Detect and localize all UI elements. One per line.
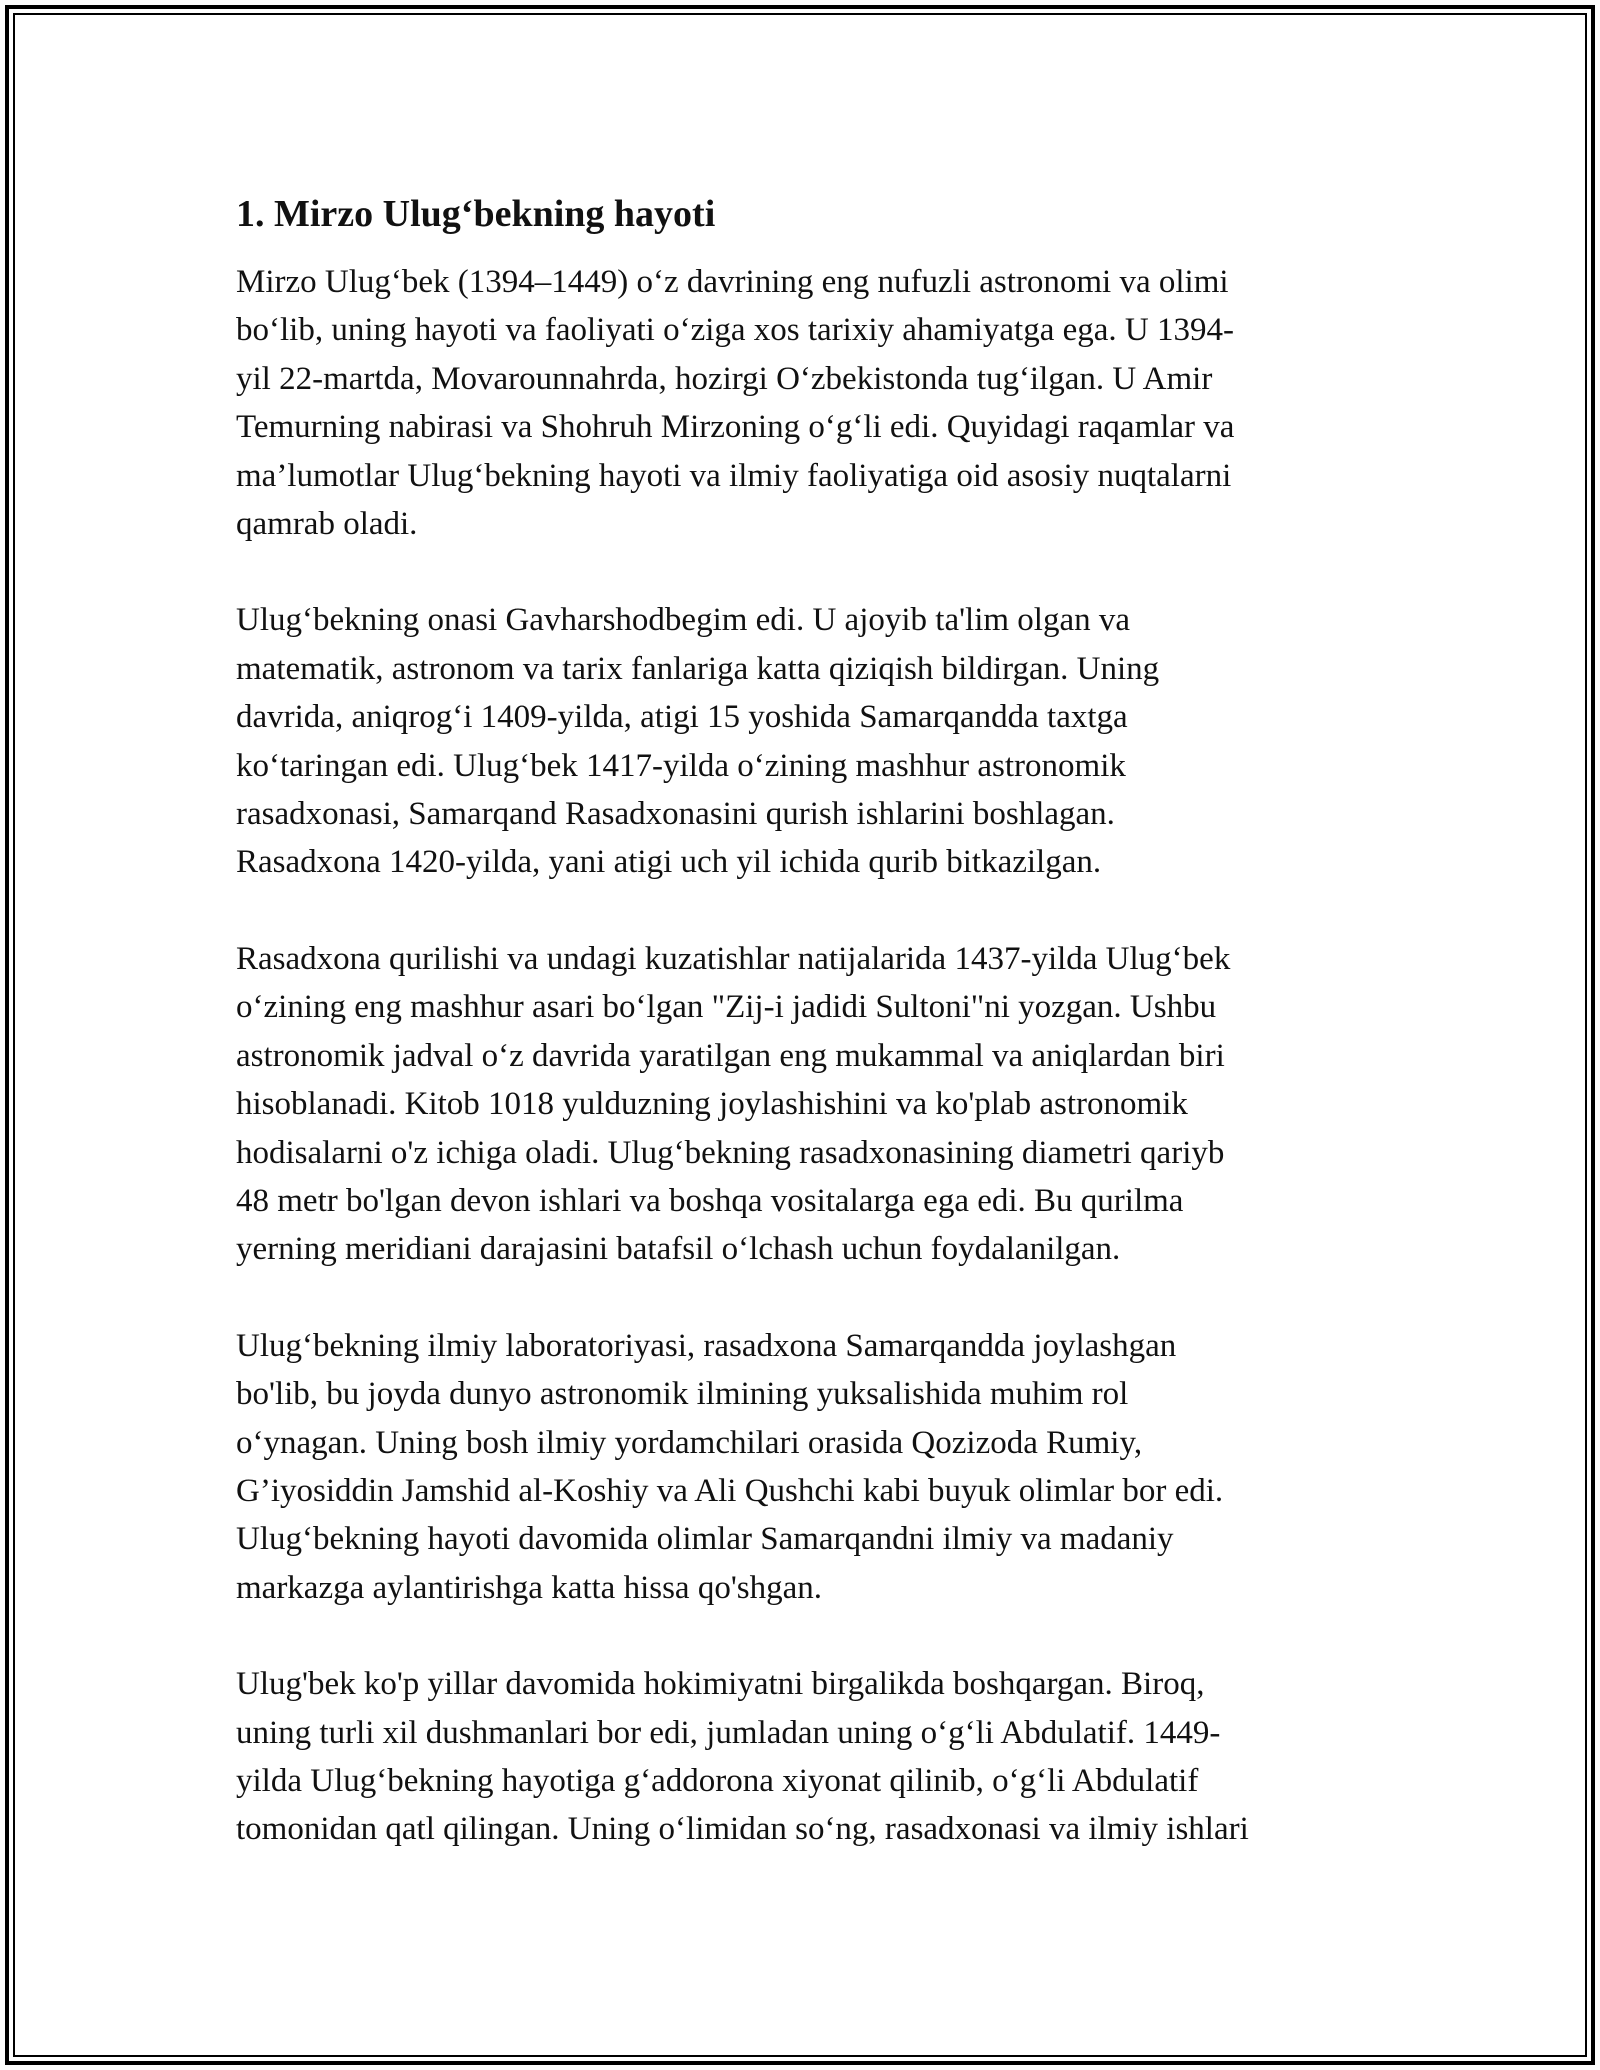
text-line: matematik, astronom va tarix fanlariga katta qiziqish bildirgan. Uning bbox=[236, 650, 1160, 687]
text-line: markazga aylantirishga katta hissa qo'shgan. bbox=[236, 1569, 823, 1606]
text-line: uning turli xil dushmanlari bor edi, jumladan uning o‘g‘li Abdulatif. 1449- bbox=[236, 1714, 1221, 1751]
text-line: yilda Ulug‘bekning hayotiga g‘addorona xiyonat qilinib, o‘g‘li Abdulatif bbox=[236, 1762, 1199, 1799]
text-line: yil 22-martda, Movarounnahrda, hozirgi O‘zbekistonda tug‘ilgan. U Amir bbox=[236, 360, 1213, 397]
text-line: rasadxonasi, Samarqand Rasadxonasini qurish ishlarini boshlagan. bbox=[236, 796, 1115, 833]
text-line: Ulug‘bekning ilmiy laboratoriyasi, rasadxona Samarqandda joylashgan bbox=[236, 1327, 1177, 1364]
text-line: Ulug‘bekning hayoti davomida olimlar Samarqandni ilmiy va madaniy bbox=[236, 1521, 1174, 1558]
paragraph-2 bbox=[236, 596, 1386, 886]
text-line: astronomik jadval o‘z davrida yaratilgan eng mukammal va aniqlardan biri bbox=[236, 1037, 1225, 1074]
paragraph-4 bbox=[236, 1322, 1386, 1612]
paragraph-5 bbox=[236, 1660, 1386, 1854]
paragraph-3 bbox=[236, 935, 1386, 1274]
text-line: 48 metr bo'lgan devon ishlari va boshqa vositalarga ega edi. Bu qurilma bbox=[236, 1182, 1184, 1219]
text-line: Mirzo Ulug‘bek (1394–1449) o‘z davrining eng nufuzli astronomi va olimi bbox=[236, 264, 1229, 300]
paragraph-1 bbox=[236, 258, 1386, 548]
text-line: ma’lumotlar Ulug‘bekning hayoti va ilmiy faoliyatiga oid asosiy nuqtalarni bbox=[236, 457, 1232, 494]
text-line: davrida, aniqrog‘i 1409-yilda, atigi 15 yoshida Samarqandda taxtga bbox=[236, 699, 1128, 736]
section-heading: 1. Mirzo Ulug‘bekning hayoti bbox=[236, 193, 716, 235]
text-line: bo‘lib, uning hayoti va faoliyati o‘ziga xos tarixiy ahamiyatga ega. U 1394- bbox=[236, 312, 1234, 349]
text-line: tomonidan qatl qilingan. Uning o‘limidan so‘ng, rasadxonasi va ilmiy ishlari bbox=[236, 1811, 1249, 1848]
text-line: Rasadxona 1420-yilda, yani atigi uch yil ichida qurib bitkazilgan. bbox=[236, 844, 1102, 881]
text-line: G’iyosiddin Jamshid al-Koshiy va Ali Qushchi kabi buyuk olimlar bor edi. bbox=[236, 1472, 1224, 1509]
text-line: o‘ynagan. Uning bosh ilmiy yordamchilari orasida Qozizoda Rumiy, bbox=[236, 1424, 1143, 1461]
document-body bbox=[236, 190, 1386, 1902]
text-line: yerning meridiani darajasini batafsil o‘lchash uchun foydalanilgan. bbox=[236, 1231, 1121, 1268]
text-line: hodisalarni o'z ichiga oladi. Ulug‘bekning rasadxonasining diametri qariyb bbox=[236, 1134, 1225, 1171]
text-line: qamrab oladi. bbox=[236, 506, 418, 543]
text-line: o‘zining eng mashhur asari bo‘lgan "Zij-i jadidi Sultoni"ni yozgan. Ushbu bbox=[236, 989, 1217, 1026]
text-line: bo'lib, bu joyda dunyo astronomik ilmining yuksalishida muhim rol bbox=[236, 1376, 1129, 1413]
text-line: Temurning nabirasi va Shohruh Mirzoning o‘g‘li edi. Quyidagi raqamlar va bbox=[236, 409, 1235, 446]
text-line: Rasadxona qurilishi va undagi kuzatishlar natijalarida 1437-yilda Ulug‘bek bbox=[236, 940, 1231, 977]
text-line: Ulug'bek ko'p yillar davomida hokimiyatni birgalikda boshqargan. Biroq, bbox=[236, 1666, 1205, 1703]
text-line: Ulug‘bekning onasi Gavharshodbegim edi. U ajoyib ta'lim olgan va bbox=[236, 602, 1131, 639]
text-line: hisoblanadi. Kitob 1018 yulduzning joylashishini va ko'plab astronomik bbox=[236, 1086, 1188, 1123]
text-line: ko‘taringan edi. Ulug‘bek 1417-yilda o‘zining mashhur astronomik bbox=[236, 747, 1126, 784]
